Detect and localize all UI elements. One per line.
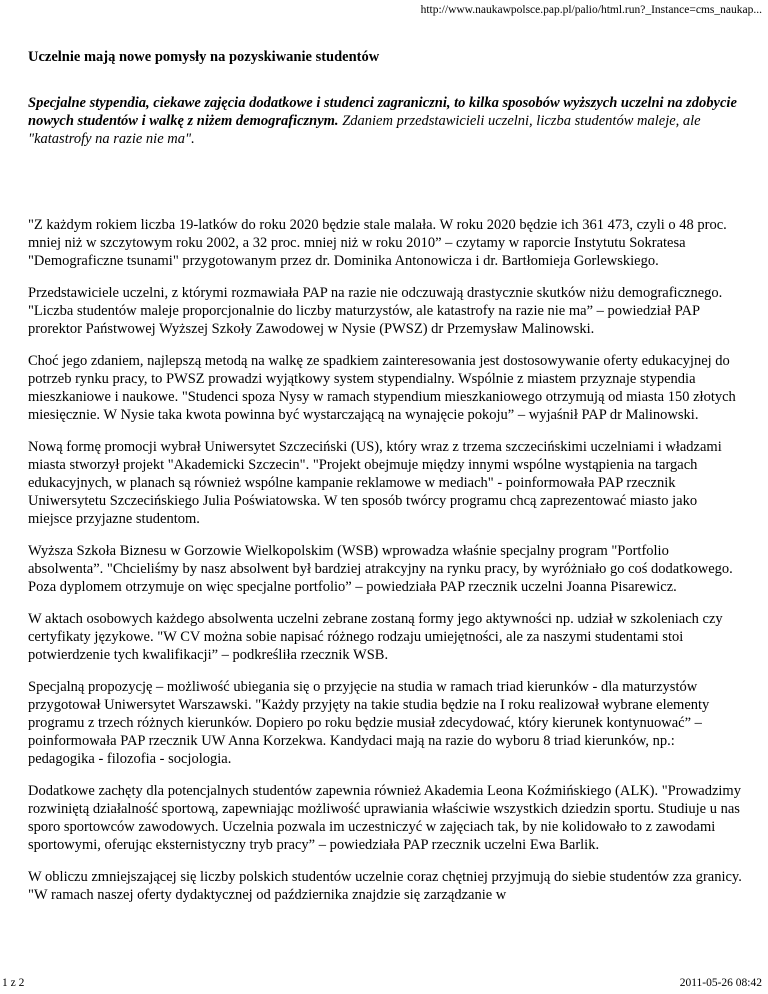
article-lead	[28, 94, 744, 148]
article	[28, 48, 744, 918]
page-number: 1 z 2	[2, 977, 25, 989]
article-paragraph-3: Choć jego zdaniem, najlepszą metodą na walkę ze spadkiem zainteresowania jest dostosowywanie oferty edukacyjnej do potrzeb rynku pracy, to PWSZ prowadzi wyjątkowy system stypendialny. Wspólnie z miastem przyznaje stypendia mieszkaniowe i naukowe. "Studenci spoza Nysy w ramach stypendium mieszkaniowego otrzymują od miasta 150 złotych miesięcznie. W Nysie taka kwota powinna być wystarczającą na wynajęcie pokoju” – wyjaśnił PAP dr Malinowski.	[28, 353, 736, 423]
article-lead-rest: Zdaniem przedstawicieli uczelni, liczba studentów maleje, ale "katastrofy na razie nie ma".	[28, 113, 701, 147]
article-paragraph-9: W obliczu zmniejszającej się liczby polskich studentów uczelnie coraz chętniej przyjmują do siebie studentów zza granicy. "W ramach naszej oferty dydaktycznej od października znajdzie się zarządzanie w	[28, 869, 742, 903]
page-url: http://www.naukawpolsce.pap.pl/palio/html.run?_Instance=cms_naukap...	[420, 4, 762, 16]
article-paragraph-7: Specjalną propozycję – możliwość ubiegania się o przyjęcie na studia w ramach triad kierunków - dla maturzystów przygotował Uniwersytet Warszawski. "Każdy przyjęty na takie studia będzie na I roku realizował wybrane elementy programu z trzech różnych kierunków. Dopiero po roku będzie musiał zdecydować, który kierunek kontynuować” – poinformowała PAP rzecznik UW Anna Korzekwa. Kandydaci mają na razie do wyboru 8 triad kierunków, np.: pedagogika - filozofia - socjologia.	[28, 679, 710, 767]
print-datetime: 2011-05-26 08:42	[679, 977, 762, 989]
article-paragraph-2: Przedstawiciele uczelni, z którymi rozmawiała PAP na razie nie odczuwają drastycznie skutków niżu demograficznego. "Liczba studentów maleje proporcjonalnie do liczby maturzystów, ale katastrofy na razie nie ma” – powiedział PAP prorektor Państwowej Wyższej Szkoły Zawodowej w Nysie (PWSZ) dr Przemysław Malinowski.	[28, 285, 723, 337]
article-paragraph-8: Dodatkowe zachęty dla potencjalnych studentów zapewnia również Akademia Leona Koźmińskiego (ALK). "Prowadzimy rozwiniętą działalność sportową, zapewniając możliwość uprawiania właściwie wszystkich dziedzin sportu. Studiuje u nas sporo sportowców zawodowych. Uczelnia pozwala im uczestniczyć w zajęciach tak, by nie kolidowało to z zawodami sportowymi, oferując eksternistyczny tryb pracy” – powiedziała PAP rzecznik uczelni Ewa Barlik.	[28, 783, 741, 853]
article-paragraph-1: "Z każdym rokiem liczba 19-latków do roku 2020 będzie stale malała. W roku 2020 będzie ich 361 473, czyli o 48 proc. mniej niż w szczytowym roku 2002, a 32 proc. mniej niż w roku 2010” – czytamy w raporcie Instytutu Sokratesa "Demograficzne tsunami" przygotowanym przez dr. Dominika Antonowicza i dr. Bartłomieja Gorlewskiego.	[28, 217, 727, 269]
article-lead-bold: Specjalne stypendia, ciekawe zajęcia dodatkowe i studenci zagraniczni, to kilka sposobów wyższych uczelni na zdobycie nowych studentów i walkę z niżem demograficznym.	[28, 95, 737, 129]
article-title: Uczelnie mają nowe pomysły na pozyskiwanie studentów	[28, 49, 380, 65]
article-paragraph-4: Nową formę promocji wybrał Uniwersytet Szczeciński (US), który wraz z trzema szczecińskimi uczelniami i władzami miasta stworzył projekt "Akademicki Szczecin". "Projekt obejmuje między innymi wspólne wystąpienia na targach edukacyjnych, w planach są również wspólne kampanie reklamowe w mediach" - poinformowała PAP rzecznik Uniwersytetu Szczecińskiego Julia Poświatowska. W ten sposób twórcy programu chcą zaprezentować miasto jako miejsce przyjazne studentom.	[28, 439, 722, 527]
article-paragraph-5: Wyższa Szkoła Biznesu w Gorzowie Wielkopolskim (WSB) wprowadza właśnie specjalny program "Portfolio absolwenta”. "Chcieliśmy by nasz absolwent był bardziej atrakcyjny na rynku pracy, by wyróżniało go coś dodatkowego. Poza dyplomem otrzymuje on więc specjalne portfolio” – powiedziała PAP rzecznik uczelni Joanna Pisarewicz.	[28, 543, 733, 595]
article-paragraph-6: W aktach osobowych każdego absolwenta uczelni zebrane zostaną formy jego aktywności np. udział w szkoleniach czy certyfikaty językowe. "W CV można sobie napisać różnego rodzaju umiejętności, ale za naszymi studentami stoi potwierdzenie tych kwalifikacji” – podkreśliła rzecznik WSB.	[28, 611, 723, 663]
